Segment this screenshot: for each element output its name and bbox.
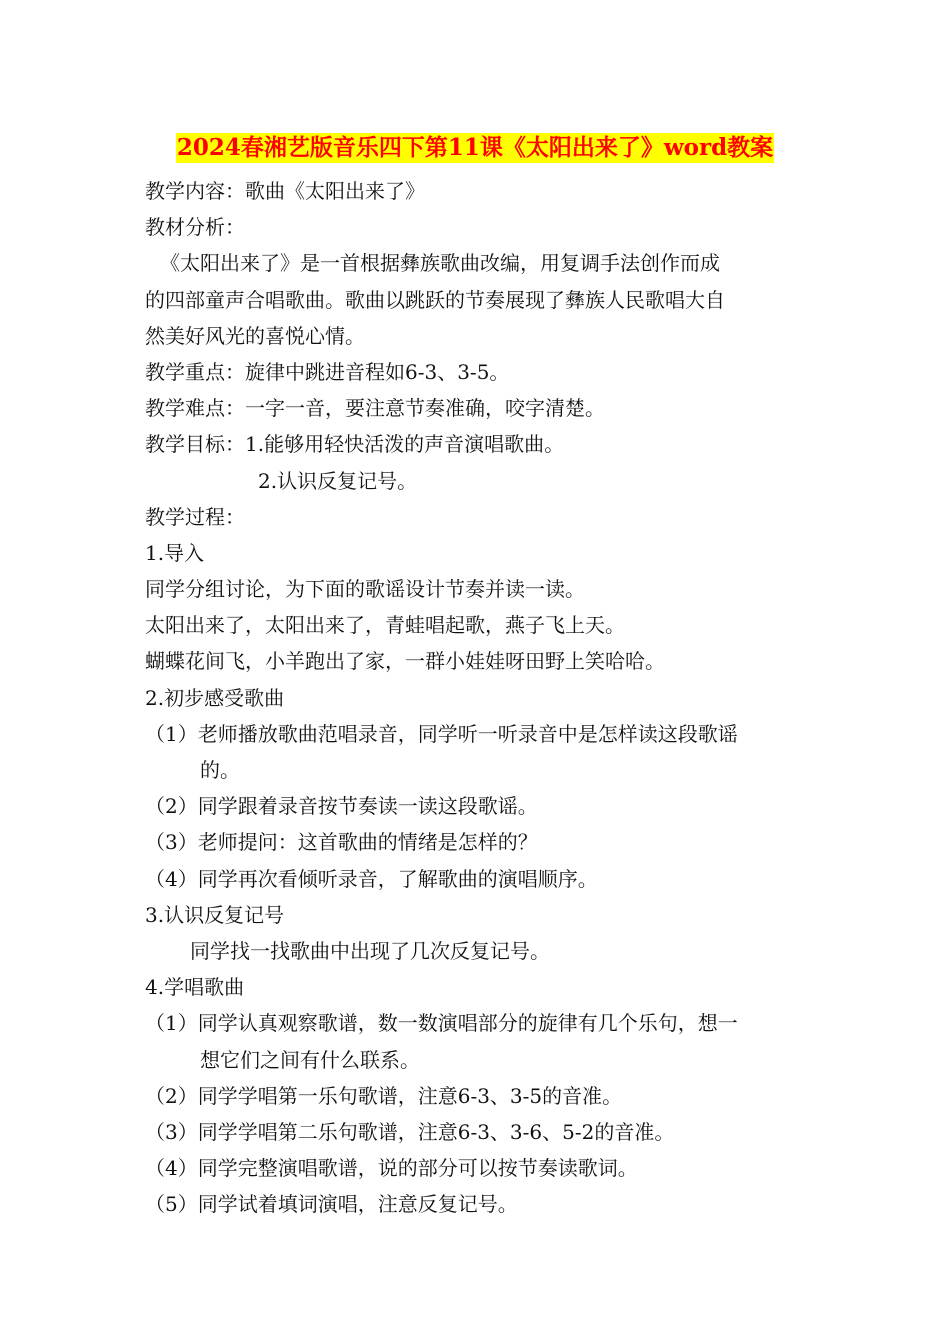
text-line: （2）同学学唱第一乐句歌谱，注意6-3、3-5的音准。 xyxy=(145,1083,623,1108)
text-line: 教学目标：1.能够用轻快活泼的声音演唱歌曲。 xyxy=(145,432,565,457)
document-body xyxy=(145,173,810,1222)
title-wrap xyxy=(0,133,950,163)
text-line: 4.学唱歌曲 xyxy=(145,975,245,1000)
text-line: 同学找一找歌曲中出现了几次反复记号。 xyxy=(190,938,550,963)
text-line: 教学难点：一字一音，要注意节奏准确，咬字清楚。 xyxy=(145,396,605,421)
text-line: （2）同学跟着录音按节奏读一读这段歌谣。 xyxy=(145,794,538,819)
text-line: （4）同学再次看倾听录音，了解歌曲的演唱顺序。 xyxy=(145,866,598,891)
text-line: （3）老师提问：这首歌曲的情绪是怎样的？ xyxy=(145,830,538,855)
text-line: 《太阳出来了》是一首根据彝族歌曲改编，用复调手法创作而成 xyxy=(160,251,720,276)
text-line: 教材分析： xyxy=(145,215,245,240)
text-line: 2.认识反复记号。 xyxy=(258,468,418,493)
text-line: （1）同学认真观察歌谱，数一数演唱部分的旋律有几个乐句，想一 xyxy=(145,1011,738,1036)
text-line: 教学内容：歌曲《太阳出来了》 xyxy=(145,179,425,203)
text-line: 1.导入 xyxy=(145,540,205,565)
text-line: 蝴蝶花间飞，小羊跑出了家，一群小娃娃呀田野上笑哈哈。 xyxy=(145,649,665,674)
text-line: 的四部童声合唱歌曲。歌曲以跳跃的节奏展现了彝族人民歌唱大自 xyxy=(145,287,725,312)
text-line: 想它们之间有什么联系。 xyxy=(200,1047,420,1072)
text-line: （3）同学学唱第二乐句歌谱，注意6-3、3-6、5-2的音准。 xyxy=(145,1119,675,1144)
text-line: 教学重点：旋律中跳进音程如6-3、3-5。 xyxy=(145,359,510,384)
text-line: 太阳出来了，太阳出来了，青蛙唱起歌，燕子飞上天。 xyxy=(145,613,625,638)
text-line: 2.初步感受歌曲 xyxy=(145,685,285,710)
text-line: 同学分组讨论，为下面的歌谣设计节奏并读一读。 xyxy=(145,577,585,602)
document-title: 2024春湘艺版音乐四下第11课《太阳出来了》word教案 xyxy=(176,134,774,161)
text-line: （5）同学试着填词演唱，注意反复记号。 xyxy=(145,1192,518,1217)
text-line: 3.认识反复记号 xyxy=(145,902,285,927)
text-line: （4）同学完整演唱歌谱，说的部分可以按节奏读歌词。 xyxy=(145,1156,638,1181)
text-line: 的。 xyxy=(200,758,240,782)
text-line: 然美好风光的喜悦心情。 xyxy=(145,323,365,348)
text-line: 教学过程： xyxy=(145,504,245,529)
text-line: （1）老师播放歌曲范唱录音，同学听一听录音中是怎样读这段歌谣 xyxy=(145,721,738,746)
